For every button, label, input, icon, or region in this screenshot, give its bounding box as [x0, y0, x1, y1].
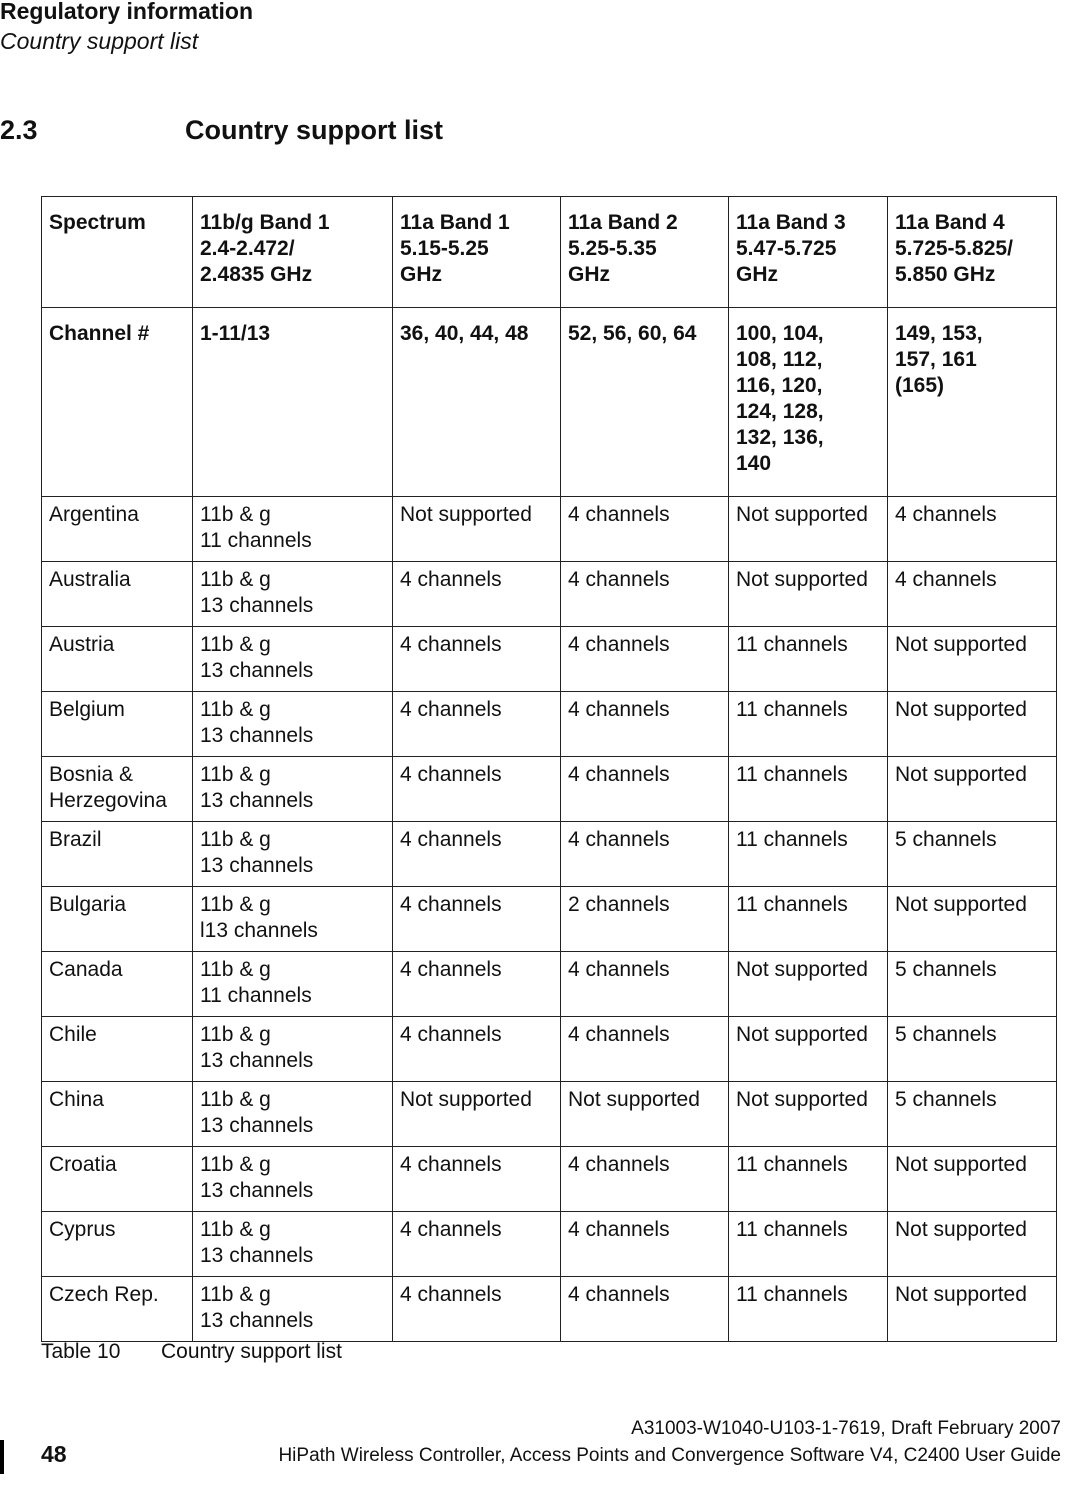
cell-line: 13 channels	[200, 1244, 314, 1267]
cell-line: 11 channels	[736, 893, 848, 916]
cell-line: 11 channels	[736, 698, 848, 721]
cell-line: Channel #	[49, 322, 150, 345]
table-row	[42, 1277, 1057, 1342]
table-cell	[193, 197, 393, 308]
table-cell	[42, 197, 193, 308]
table-cell	[393, 627, 561, 692]
table-cell	[561, 497, 729, 562]
running-header-title: Regulatory information	[0, 0, 254, 24]
cell-line: 5.25-5.35	[568, 237, 657, 260]
cell-line: 5 channels	[895, 1088, 997, 1111]
cell-line: 13 channels	[200, 1179, 314, 1202]
table-cell	[393, 1147, 561, 1212]
table-cell	[888, 1017, 1057, 1082]
country-support-table	[41, 196, 1057, 1342]
cell-line: Not supported	[895, 1283, 1027, 1306]
table-cell	[729, 1147, 888, 1212]
table-cell	[729, 887, 888, 952]
cell-line: 11b & g	[200, 503, 271, 526]
cell-line: 13 channels	[200, 724, 314, 747]
table-cell	[561, 1017, 729, 1082]
cell-line: 4 channels	[400, 568, 502, 591]
table-row	[42, 497, 1057, 562]
table-row	[42, 1147, 1057, 1212]
table-cell	[42, 887, 193, 952]
cell-line: 4 channels	[400, 828, 502, 851]
table-row	[42, 757, 1057, 822]
table-cell	[561, 1147, 729, 1212]
cell-line: 4 channels	[568, 698, 670, 721]
page-number: 48	[41, 1441, 67, 1467]
cell-line: 124, 128,	[736, 400, 824, 423]
table-cell	[393, 1017, 561, 1082]
cell-line: Not supported	[895, 1218, 1027, 1241]
cell-line: 11 channels	[736, 633, 848, 656]
cell-line: 4 channels	[568, 568, 670, 591]
table-cell	[193, 887, 393, 952]
cell-line: 11b/g Band 1	[200, 211, 330, 234]
table-cell	[42, 1212, 193, 1277]
table-cell	[729, 757, 888, 822]
cell-line: 4 channels	[400, 698, 502, 721]
table-channel-row	[42, 308, 1057, 497]
cell-line: 157, 161	[895, 348, 977, 371]
table-cell	[393, 197, 561, 308]
cell-line: Not supported	[400, 1088, 532, 1111]
table-cell	[888, 497, 1057, 562]
cell-line: 11 channels	[200, 529, 312, 552]
table-cell	[888, 1277, 1057, 1342]
table-cell	[561, 952, 729, 1017]
cell-line: 5.850 GHz	[895, 263, 996, 286]
table-cell	[561, 562, 729, 627]
cell-line: 149, 153,	[895, 322, 983, 345]
table-cell	[561, 1212, 729, 1277]
cell-line: Belgium	[49, 698, 125, 721]
cell-line: Czech Rep.	[49, 1283, 159, 1306]
cell-line: China	[49, 1088, 104, 1111]
cell-line: Not supported	[895, 893, 1027, 916]
table-cell	[729, 692, 888, 757]
cell-line: 4 channels	[568, 828, 670, 851]
table-cell	[888, 692, 1057, 757]
cell-line: Bulgaria	[49, 893, 127, 916]
cell-line: Not supported	[895, 698, 1027, 721]
table-cell	[193, 1277, 393, 1342]
table-cell	[561, 692, 729, 757]
table-cell	[561, 308, 729, 497]
cell-line: 13 channels	[200, 659, 314, 682]
cell-line: Cyprus	[49, 1218, 116, 1241]
cell-line: 116, 120,	[736, 374, 823, 397]
table-cell	[393, 1082, 561, 1147]
table-cell	[888, 887, 1057, 952]
table-row	[42, 822, 1057, 887]
cell-line: 2 channels	[568, 893, 670, 916]
table-cell	[42, 692, 193, 757]
table-row	[42, 952, 1057, 1017]
cell-line: 13 channels	[200, 854, 314, 877]
cell-line: 5 channels	[895, 958, 997, 981]
cell-line: 36, 40, 44, 48	[400, 322, 529, 345]
cell-line: 140	[736, 452, 772, 475]
section-title: Country support list	[185, 115, 443, 145]
cell-line: 4 channels	[568, 1283, 670, 1306]
cell-line: 4 channels	[400, 1023, 502, 1046]
table-cell	[729, 627, 888, 692]
cell-line: 4 channels	[568, 1153, 670, 1176]
document-id: A31003-W1040-U103-1-7619, Draft February 2007	[631, 1418, 1061, 1439]
table-cell	[729, 497, 888, 562]
cell-line: Not supported	[736, 503, 868, 526]
cell-line: 11b & g	[200, 828, 271, 851]
cell-line: 11b & g	[200, 1153, 271, 1176]
table-cell	[393, 692, 561, 757]
cell-line: 108, 112,	[736, 348, 823, 371]
table-row	[42, 1212, 1057, 1277]
cell-line: 4 channels	[568, 503, 670, 526]
cell-line: 5.725-5.825/	[895, 237, 1013, 260]
table-cell	[561, 197, 729, 308]
table-cell	[393, 1212, 561, 1277]
caption-label: Table 10	[41, 1340, 121, 1363]
table-cell	[42, 1147, 193, 1212]
table-cell	[393, 952, 561, 1017]
table-cell	[42, 757, 193, 822]
cell-line: 11a Band 3	[736, 211, 846, 234]
running-header-subtitle: Country support list	[0, 28, 199, 54]
table-header-row	[42, 197, 1057, 308]
table-cell	[888, 952, 1057, 1017]
table-cell	[729, 1277, 888, 1342]
cell-line: 11 channels	[200, 984, 312, 1007]
table-cell	[561, 757, 729, 822]
cell-line: Argentina	[49, 503, 139, 526]
cell-line: Austria	[49, 633, 115, 656]
table-row	[42, 1082, 1057, 1147]
cell-line: 5 channels	[895, 828, 997, 851]
table-cell	[561, 822, 729, 887]
cell-line: 13 channels	[200, 1114, 314, 1137]
cell-line: GHz	[736, 263, 778, 286]
table-cell	[193, 1147, 393, 1212]
cell-line: 11 channels	[736, 1153, 848, 1176]
table-cell	[42, 497, 193, 562]
table-cell	[393, 562, 561, 627]
table-cell	[729, 1212, 888, 1277]
table-cell	[193, 627, 393, 692]
cell-line: 2.4835 GHz	[200, 263, 313, 286]
cell-line: Chile	[49, 1023, 97, 1046]
cell-line: 4 channels	[895, 503, 997, 526]
table-body	[42, 197, 1057, 1342]
cell-line: l13 channels	[200, 919, 318, 942]
cell-line: Not supported	[400, 503, 532, 526]
cell-line: Not supported	[736, 1023, 868, 1046]
table-cell	[193, 692, 393, 757]
cell-line: Not supported	[895, 1153, 1027, 1176]
table-cell	[888, 757, 1057, 822]
table-caption	[41, 1339, 342, 1365]
change-bar	[0, 1440, 4, 1474]
table-cell	[193, 1212, 393, 1277]
table-cell	[393, 1277, 561, 1342]
table-cell	[888, 627, 1057, 692]
table-cell	[393, 497, 561, 562]
table-cell	[729, 562, 888, 627]
cell-line: 4 channels	[568, 1023, 670, 1046]
section-number: 2.3	[0, 115, 38, 145]
table-cell	[888, 1212, 1057, 1277]
table-cell	[193, 757, 393, 822]
cell-line: Not supported	[736, 958, 868, 981]
cell-line: 4 channels	[400, 633, 502, 656]
table-row	[42, 1017, 1057, 1082]
cell-line: 11a Band 2	[568, 211, 678, 234]
cell-line: GHz	[400, 263, 442, 286]
table-cell	[42, 1082, 193, 1147]
cell-line: 11 channels	[736, 1283, 848, 1306]
cell-line: 11b & g	[200, 568, 271, 591]
cell-line: 11b & g	[200, 763, 271, 786]
cell-line: 100, 104,	[736, 322, 824, 345]
table-cell	[42, 562, 193, 627]
table-cell	[42, 308, 193, 497]
cell-line: 11a Band 4	[895, 211, 1005, 234]
cell-line: 11b & g	[200, 1088, 271, 1111]
cell-line: 11b & g	[200, 958, 271, 981]
cell-line: 4 channels	[400, 1283, 502, 1306]
cell-line: Herzegovina	[49, 789, 167, 812]
table-cell	[193, 497, 393, 562]
cell-line: 4 channels	[400, 893, 502, 916]
cell-line: 1-11/13	[200, 322, 271, 345]
cell-line: Not supported	[736, 1088, 868, 1111]
table-cell	[193, 1017, 393, 1082]
table-cell	[393, 822, 561, 887]
cell-line: 13 channels	[200, 1309, 314, 1332]
table-cell	[561, 887, 729, 952]
cell-line: 11 channels	[736, 828, 848, 851]
cell-line: Australia	[49, 568, 131, 591]
table-cell	[193, 562, 393, 627]
cell-line: Not supported	[736, 568, 868, 591]
cell-line: 4 channels	[400, 958, 502, 981]
table-cell	[393, 887, 561, 952]
cell-line: 11b & g	[200, 698, 271, 721]
cell-line: 4 channels	[568, 633, 670, 656]
table-cell	[393, 757, 561, 822]
cell-line: 11 channels	[736, 763, 848, 786]
cell-line: GHz	[568, 263, 610, 286]
cell-line: 11a Band 1	[400, 211, 510, 234]
cell-line: 4 channels	[568, 1218, 670, 1241]
cell-line: 11b & g	[200, 1218, 271, 1241]
cell-line: 13 channels	[200, 789, 314, 812]
table-row	[42, 692, 1057, 757]
table-cell	[888, 562, 1057, 627]
table-cell	[42, 1277, 193, 1342]
cell-line: Canada	[49, 958, 123, 981]
table-cell	[729, 1082, 888, 1147]
cell-line: 132, 136,	[736, 426, 824, 449]
cell-line: 5 channels	[895, 1023, 997, 1046]
table-row	[42, 887, 1057, 952]
table-row	[42, 562, 1057, 627]
cell-line: 5.47-5.725	[736, 237, 837, 260]
table-cell	[888, 197, 1057, 308]
table-cell	[42, 627, 193, 692]
cell-line: 11 channels	[736, 1218, 848, 1241]
table-cell	[42, 822, 193, 887]
table-cell	[393, 308, 561, 497]
table-cell	[888, 1147, 1057, 1212]
table-cell	[729, 952, 888, 1017]
table-cell	[729, 1017, 888, 1082]
cell-line: 11b & g	[200, 893, 271, 916]
cell-line: (165)	[895, 374, 945, 397]
cell-line: Not supported	[568, 1088, 700, 1111]
table-cell	[561, 627, 729, 692]
table-cell	[561, 1277, 729, 1342]
cell-line: 4 channels	[568, 958, 670, 981]
cell-line: 5.15-5.25	[400, 237, 489, 260]
table-cell	[42, 952, 193, 1017]
table-cell	[193, 1082, 393, 1147]
caption-text: Country support list	[161, 1340, 342, 1363]
table-cell	[729, 197, 888, 308]
cell-line: 11b & g	[200, 633, 271, 656]
cell-line: 4 channels	[568, 763, 670, 786]
cell-line: Croatia	[49, 1153, 117, 1176]
cell-line: 4 channels	[895, 568, 997, 591]
table-cell	[193, 952, 393, 1017]
cell-line: 4 channels	[400, 763, 502, 786]
table-row	[42, 627, 1057, 692]
table-cell	[888, 822, 1057, 887]
cell-line: 4 channels	[400, 1218, 502, 1241]
cell-line: Brazil	[49, 828, 102, 851]
table-cell	[729, 822, 888, 887]
table-cell	[888, 308, 1057, 497]
cell-line: 52, 56, 60, 64	[568, 322, 697, 345]
cell-line: 13 channels	[200, 1049, 314, 1072]
cell-line: 11b & g	[200, 1283, 271, 1306]
cell-line: 4 channels	[400, 1153, 502, 1176]
table-cell	[888, 1082, 1057, 1147]
table-cell	[193, 308, 393, 497]
table-cell	[561, 1082, 729, 1147]
cell-line: 2.4-2.472/	[200, 237, 295, 260]
guide-title: HiPath Wireless Controller, Access Points and Convergence Software V4, C2400 User Guide	[278, 1445, 1061, 1466]
table-cell	[729, 308, 888, 497]
table-cell	[42, 1017, 193, 1082]
cell-line: Not supported	[895, 633, 1027, 656]
cell-line: 11b & g	[200, 1023, 271, 1046]
cell-line: Spectrum	[49, 211, 146, 234]
cell-line: 13 channels	[200, 594, 314, 617]
cell-line: Bosnia &	[49, 763, 134, 786]
cell-line: Not supported	[895, 763, 1027, 786]
table-cell	[193, 822, 393, 887]
